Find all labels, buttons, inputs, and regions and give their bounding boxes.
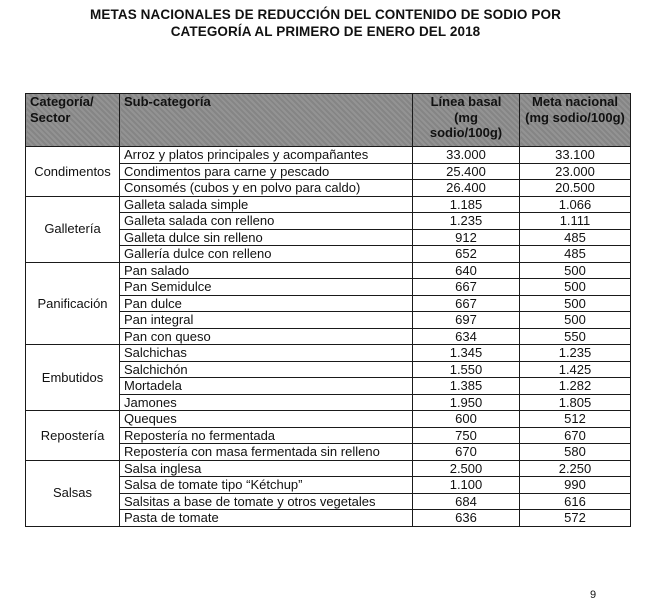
target-cell: 1.235 — [520, 345, 631, 362]
baseline-cell: 684 — [413, 493, 520, 510]
baseline-cell: 670 — [413, 444, 520, 461]
subcategory-cell: Gallería dulce con relleno — [120, 246, 413, 263]
baseline-cell: 750 — [413, 427, 520, 444]
target-cell: 1.425 — [520, 361, 631, 378]
baseline-cell: 636 — [413, 510, 520, 527]
baseline-cell: 652 — [413, 246, 520, 263]
table-row — [26, 196, 631, 213]
baseline-cell: 1.235 — [413, 213, 520, 230]
baseline-cell: 1.950 — [413, 394, 520, 411]
baseline-cell: 697 — [413, 312, 520, 329]
baseline-cell: 634 — [413, 328, 520, 345]
title-line-2: CATEGORÍA AL PRIMERO DE ENERO DEL 2018 — [170, 24, 481, 39]
subcategory-cell: Galleta dulce sin relleno — [120, 229, 413, 246]
baseline-cell: 667 — [413, 295, 520, 312]
baseline-cell: 600 — [413, 411, 520, 428]
baseline-cell: 1.100 — [413, 477, 520, 494]
target-cell: 670 — [520, 427, 631, 444]
target-cell: 616 — [520, 493, 631, 510]
baseline-cell: 1.185 — [413, 196, 520, 213]
baseline-cell: 912 — [413, 229, 520, 246]
baseline-cell: 1.385 — [413, 378, 520, 395]
subcategory-cell: Pan salado — [120, 262, 413, 279]
subcategory-cell: Salsa inglesa — [120, 460, 413, 477]
category-cell: Panificación — [26, 262, 120, 345]
table-row — [26, 262, 631, 279]
category-cell: Condimentos — [26, 147, 120, 197]
subcategory-cell: Pan con queso — [120, 328, 413, 345]
baseline-cell: 33.000 — [413, 147, 520, 164]
subcategory-cell: Arroz y platos principales y acompañantes — [120, 147, 413, 164]
subcategory-cell: Salchichas — [120, 345, 413, 362]
baseline-cell: 26.400 — [413, 180, 520, 197]
subcategory-cell: Galleta salada simple — [120, 196, 413, 213]
category-cell: Embutidos — [26, 345, 120, 411]
subcategory-cell: Galleta salada con relleno — [120, 213, 413, 230]
subcategory-cell: Mortadela — [120, 378, 413, 395]
baseline-cell: 25.400 — [413, 163, 520, 180]
table-row — [26, 411, 631, 428]
page-number: 9 — [590, 589, 597, 601]
subcategory-cell: Pasta de tomate — [120, 510, 413, 527]
target-cell: 572 — [520, 510, 631, 527]
category-cell: Salsas — [26, 460, 120, 526]
header-baseline: Línea basal (mg sodio/100g) — [413, 94, 520, 147]
target-cell: 1.282 — [520, 378, 631, 395]
target-cell: 2.250 — [520, 460, 631, 477]
title-line-1: METAS NACIONALES DE REDUCCIÓN DEL CONTENIDO DE SODIO POR — [90, 7, 561, 22]
subcategory-cell: Salsa de tomate tipo “Kétchup” — [120, 477, 413, 494]
target-cell: 1.111 — [520, 213, 631, 230]
target-cell: 23.000 — [520, 163, 631, 180]
header-target: Meta nacional (mg sodio/100g) — [520, 94, 631, 147]
table-header-row — [26, 94, 631, 147]
page-title — [0, 6, 651, 40]
baseline-cell: 2.500 — [413, 460, 520, 477]
baseline-cell: 1.345 — [413, 345, 520, 362]
table-row — [26, 345, 631, 362]
target-cell: 500 — [520, 279, 631, 296]
target-cell: 500 — [520, 295, 631, 312]
subcategory-cell: Pan dulce — [120, 295, 413, 312]
header-subcategory: Sub-categoría — [120, 94, 413, 147]
subcategory-cell: Repostería con masa fermentada sin relleno — [120, 444, 413, 461]
target-cell: 500 — [520, 312, 631, 329]
target-cell: 485 — [520, 229, 631, 246]
target-cell: 20.500 — [520, 180, 631, 197]
target-cell: 580 — [520, 444, 631, 461]
baseline-cell: 1.550 — [413, 361, 520, 378]
table-row — [26, 460, 631, 477]
target-cell: 1.805 — [520, 394, 631, 411]
category-cell: Repostería — [26, 411, 120, 461]
subcategory-cell: Jamones — [120, 394, 413, 411]
subcategory-cell: Salsitas a base de tomate y otros vegetales — [120, 493, 413, 510]
category-cell: Galletería — [26, 196, 120, 262]
header-category: Categoría/ Sector — [26, 94, 120, 147]
target-cell: 512 — [520, 411, 631, 428]
baseline-cell: 667 — [413, 279, 520, 296]
target-cell: 33.100 — [520, 147, 631, 164]
target-cell: 550 — [520, 328, 631, 345]
table-row — [26, 147, 631, 164]
subcategory-cell: Condimentos para carne y pescado — [120, 163, 413, 180]
sodium-targets-table — [25, 93, 631, 527]
target-cell: 485 — [520, 246, 631, 263]
subcategory-cell: Consomés (cubos y en polvo para caldo) — [120, 180, 413, 197]
subcategory-cell: Salchichón — [120, 361, 413, 378]
subcategory-cell: Repostería no fermentada — [120, 427, 413, 444]
subcategory-cell: Pan Semidulce — [120, 279, 413, 296]
subcategory-cell: Pan integral — [120, 312, 413, 329]
target-cell: 1.066 — [520, 196, 631, 213]
subcategory-cell: Queques — [120, 411, 413, 428]
baseline-cell: 640 — [413, 262, 520, 279]
target-cell: 500 — [520, 262, 631, 279]
target-cell: 990 — [520, 477, 631, 494]
